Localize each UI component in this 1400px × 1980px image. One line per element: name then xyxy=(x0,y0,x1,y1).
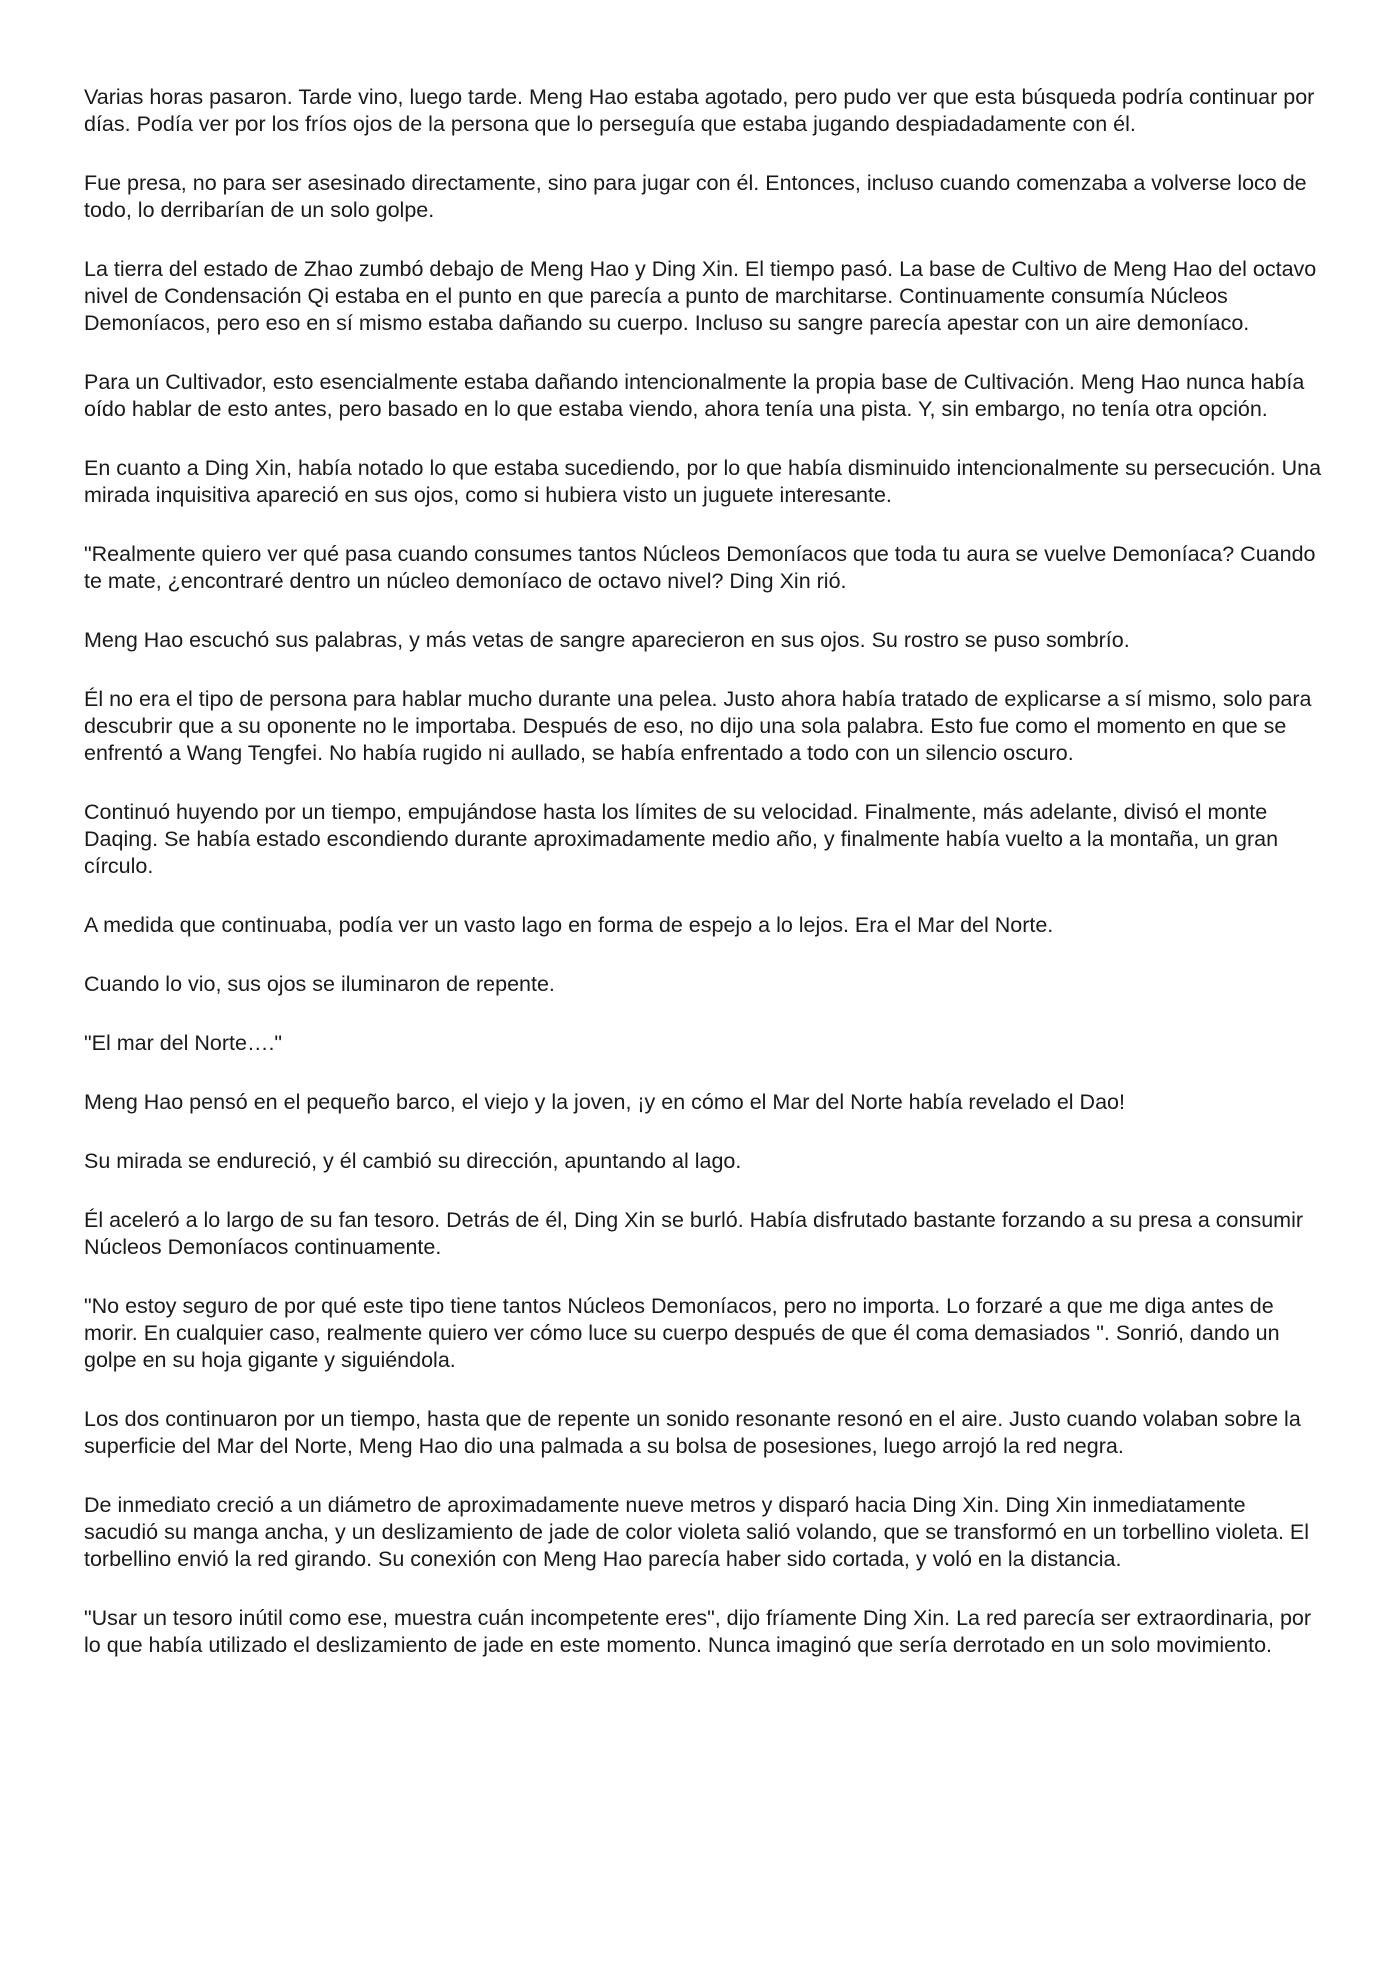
paragraph: Los dos continuaron por un tiempo, hasta que de repente un sonido resonante resonó en el aire. Justo cuando volaban sobre la superficie del Mar del Norte, Meng Hao dio una palmada a su bolsa de posesiones, luego arrojó la red negra. xyxy=(84,1407,1301,1458)
paragraph: En cuanto a Ding Xin, había notado lo que estaba sucediendo, por lo que había disminuido intencionalmente su persecución. Una mirada inquisitiva apareció en sus ojos, como si hubiera visto un juguete interesante. xyxy=(84,456,1322,507)
paragraph: Él no era el tipo de persona para hablar mucho durante una pelea. Justo ahora había tratado de explicarse a sí mismo, solo para descubrir que a su oponente no le importaba. Después de eso, no dijo una sola palabra. Esto fue como el momento en que se enfrentó a Wang Tengfei. No había rugido ni aullado, se había enfrentado a todo con un silencio oscuro. xyxy=(84,687,1312,765)
paragraph: Varias horas pasaron. Tarde vino, luego tarde. Meng Hao estaba agotado, pero pudo ver que esta búsqueda podría continuar por días. Podía ver por los fríos ojos de la persona que lo perseguía que estaba jugando despiadadamente con él. xyxy=(84,85,1315,136)
paragraph: La tierra del estado de Zhao zumbó debajo de Meng Hao y Ding Xin. El tiempo pasó. La base de Cultivo de Meng Hao del octavo nivel de Condensación Qi estaba en el punto en que parecía a punto de marchitarse. Continuamente consumía Núcleos Demoníacos, pero eso en sí mismo estaba dañando su cuerpo. Incluso su sangre parecía apestar con un aire demoníaco. xyxy=(84,257,1317,335)
paragraph: Para un Cultivador, esto esencialmente estaba dañando intencionalmente la propia base de Cultivación. Meng Hao nunca había oído hablar de esto antes, pero basado en lo que estaba viendo, ahora tenía una pista. Y, sin embargo, no tenía otra opción. xyxy=(84,370,1305,421)
paragraph: "El mar del Norte…." xyxy=(84,1031,283,1055)
paragraph: Fue presa, no para ser asesinado directamente, sino para jugar con él. Entonces, incluso cuando comenzaba a volverse loco de todo, lo derribarían de un solo golpe. xyxy=(84,171,1307,222)
paragraph: Meng Hao pensó en el pequeño barco, el viejo y la joven, ¡y en cómo el Mar del Norte había revelado el Dao! xyxy=(84,1090,1125,1114)
paragraph: Cuando lo vio, sus ojos se iluminaron de repente. xyxy=(84,972,555,996)
paragraph: Su mirada se endureció, y él cambió su dirección, apuntando al lago. xyxy=(84,1149,742,1173)
paragraph: A medida que continuaba, podía ver un vasto lago en forma de espejo a lo lejos. Era el Mar del Norte. xyxy=(84,913,1054,937)
paragraph: Continuó huyendo por un tiempo, empujándose hasta los límites de su velocidad. Finalmente, más adelante, divisó el monte Daqing. Se había estado escondiendo durante aproximadamente medio año, y finalmente había vuelto a la montaña, un gran círculo. xyxy=(84,800,1279,878)
paragraph: Él aceleró a lo largo de su fan tesoro. Detrás de él, Ding Xin se burló. Había disfrutado bastante forzando a su presa a consumir Núcleos Demoníacos continuamente. xyxy=(84,1208,1304,1259)
document-page xyxy=(84,84,1324,1691)
paragraph: De inmediato creció a un diámetro de aproximadamente nueve metros y disparó hacia Ding Xin. Ding Xin inmediatamente sacudió su manga ancha, y un deslizamiento de jade de color violeta salió volando, que se transformó en un torbellino violeta. El torbellino envió la red girando. Su conexión con Meng Hao parecía haber sido cortada, y voló en la distancia. xyxy=(84,1493,1310,1571)
paragraph: "Realmente quiero ver qué pasa cuando consumes tantos Núcleos Demoníacos que toda tu aura se vuelve Demoníaca? Cuando te mate, ¿encontraré dentro un núcleo demoníaco de octavo nivel? Ding Xin rió. xyxy=(84,542,1316,593)
paragraph: "Usar un tesoro inútil como ese, muestra cuán incompetente eres", dijo fríamente Ding Xin. La red parecía ser extraordinaria, por lo que había utilizado el deslizamiento de jade en este momento. Nunca imaginó que sería derrotado en un solo movimiento. xyxy=(84,1606,1312,1657)
paragraph: "No estoy seguro de por qué este tipo tiene tantos Núcleos Demoníacos, pero no importa. Lo forzaré a que me diga antes de morir. En cualquier caso, realmente quiero ver cómo luce su cuerpo después de que él coma demasiados ". Sonrió, dando un golpe en su hoja gigante y siguiéndola. xyxy=(84,1294,1280,1372)
paragraph: Meng Hao escuchó sus palabras, y más vetas de sangre aparecieron en sus ojos. Su rostro se puso sombrío. xyxy=(84,628,1130,652)
